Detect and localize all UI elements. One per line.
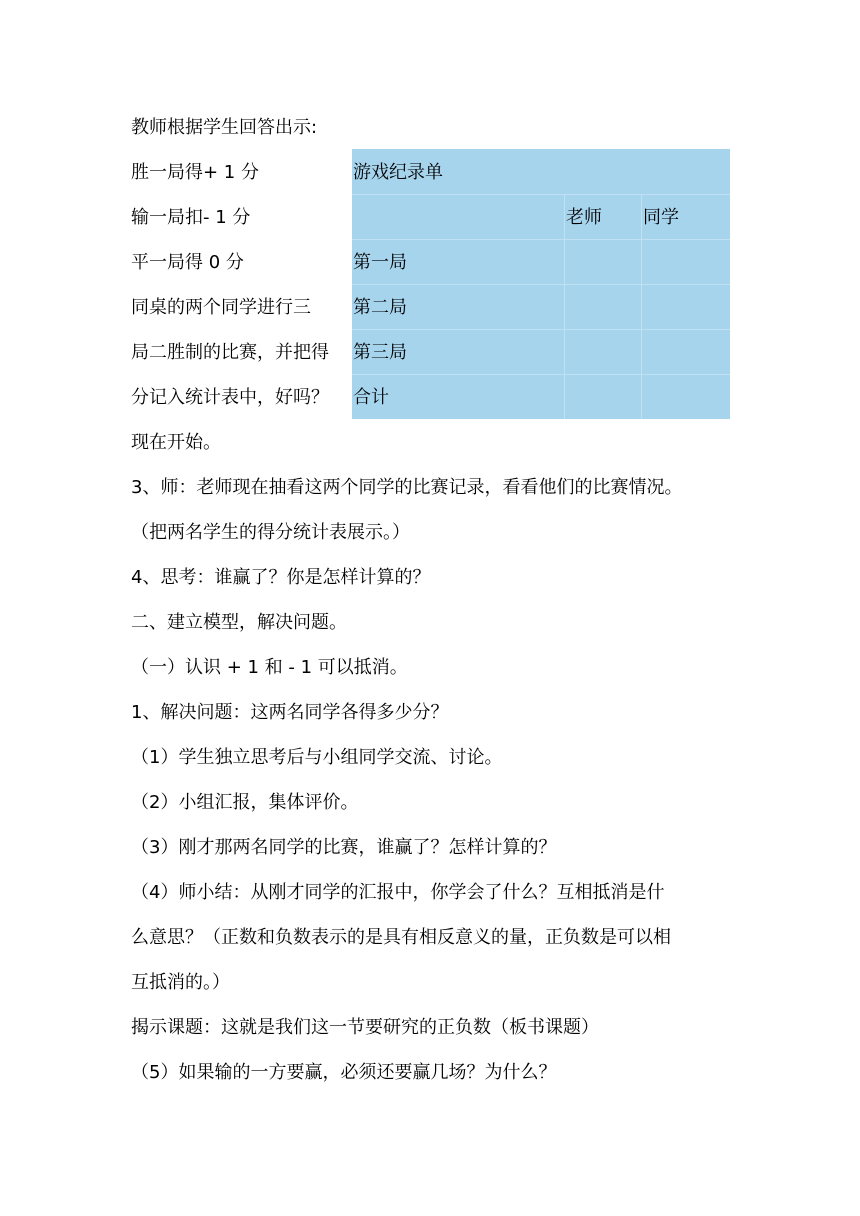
desk-line-3: 分记入统计表中，好吗？ (131, 387, 329, 408)
table-divider (352, 329, 730, 330)
section-heading: 二、建立模型，解决问题。 (131, 612, 347, 633)
row-label-round-2: 第二局 (353, 297, 407, 318)
body-line: 3、师：老师现在抽看这两个同学的比赛记录，看看他们的比赛情况。 (131, 477, 683, 498)
body-line: 现在开始。 (131, 432, 221, 453)
rule-draw: 平一局得 0 分 (131, 252, 244, 273)
desk-line-1: 同桌的两个同学进行三 (131, 297, 311, 318)
column-header-teacher: 老师 (566, 207, 602, 228)
column-header-student: 同学 (643, 207, 679, 228)
rule-win: 胜一局得+ 1 分 (131, 162, 259, 183)
body-line: 互抵消的。） (131, 972, 230, 993)
table-title: 游戏纪录单 (353, 162, 443, 183)
row-label-round-1: 第一局 (353, 252, 407, 273)
table-divider (564, 194, 565, 419)
body-line: （把两名学生的得分统计表展示。） (131, 522, 410, 543)
subsection-heading: （一）认识 + 1 和 - 1 可以抵消。 (131, 657, 408, 678)
row-label-round-3: 第三局 (353, 342, 407, 363)
body-line: （4）师小结：从刚才同学的汇报中，你学会了什么？互相抵消是什 (131, 882, 665, 903)
rule-lose: 输一局扣- 1 分 (131, 207, 251, 228)
body-line: （1）学生独立思考后与小组同学交流、讨论。 (131, 747, 503, 768)
table-divider (352, 284, 730, 285)
intro-text: 教师根据学生回答出示: (131, 117, 318, 138)
body-line: 1、解决问题：这两名同学各得多少分？ (131, 702, 449, 723)
row-label-total: 合计 (353, 387, 389, 408)
desk-line-2: 局二胜制的比赛，并把得 (131, 342, 329, 363)
body-line: （5）如果输的一方要赢，必须还要赢几场？为什么？ (131, 1062, 557, 1083)
game-record-table (352, 149, 730, 419)
table-divider (641, 194, 642, 419)
body-line: （3）刚才那两名同学的比赛，谁赢了？怎样计算的？ (131, 837, 557, 858)
body-line: 4、思考：谁赢了？你是怎样计算的？ (131, 567, 431, 588)
table-divider (352, 239, 730, 240)
table-divider (352, 374, 730, 375)
body-line: 么意思？（正数和负数表示的是具有相反意义的量，正负数是可以相 (131, 927, 671, 948)
table-divider (352, 194, 730, 195)
body-line: （2）小组汇报，集体评价。 (131, 792, 359, 813)
body-line: 揭示课题：这就是我们这一节要研究的正负数（板书课题） (131, 1017, 599, 1038)
